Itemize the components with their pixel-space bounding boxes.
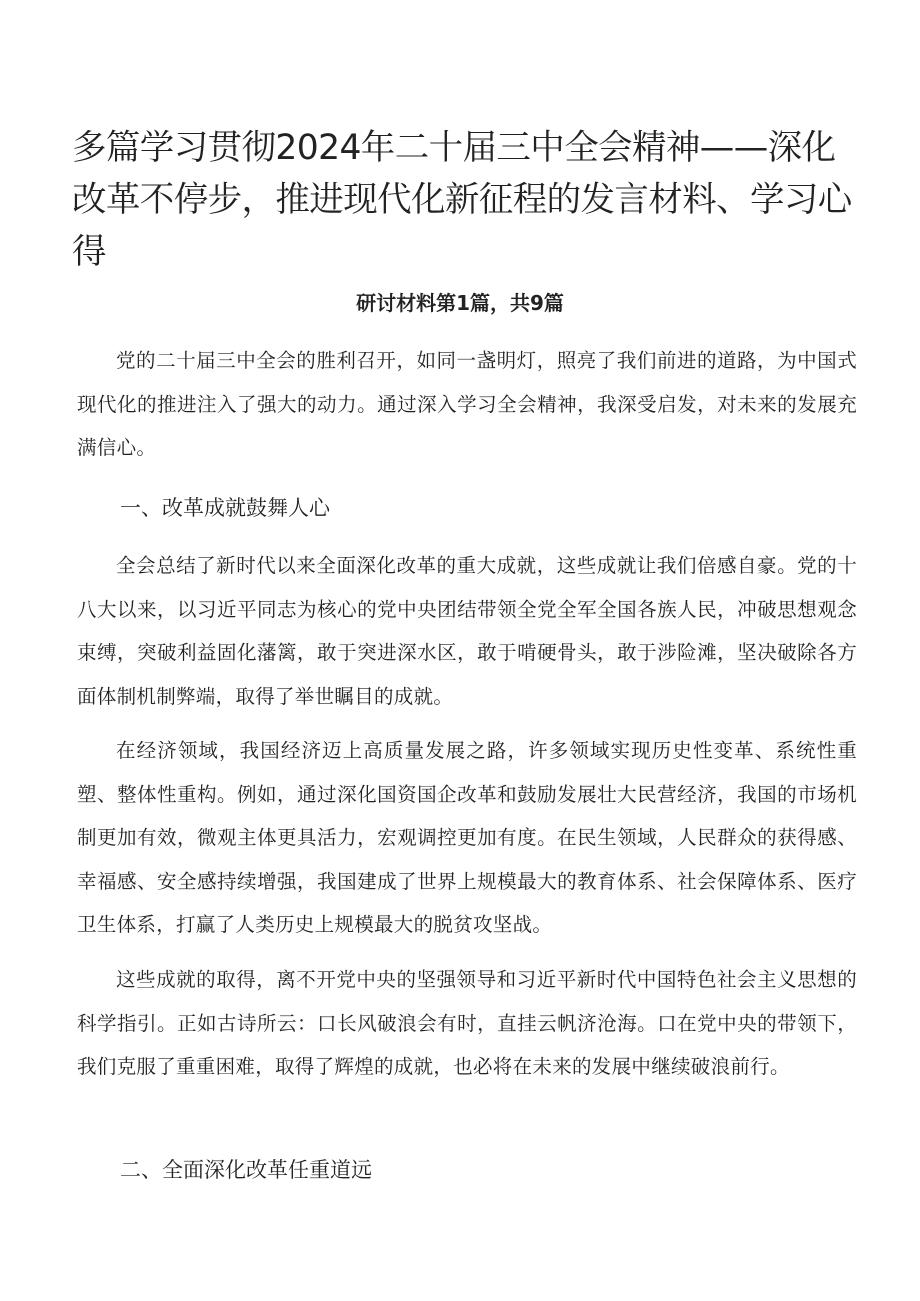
paragraph-intro: 党的二十届三中全会的胜利召开，如同一盏明灯，照亮了我们前进的道路，为中国式现代化的推进注入了强大的动力。通过深入学习全会精神，我深受启发，对未来的发展充满信心。 — [77, 349, 857, 459]
section-heading-1: 一、改革成就鼓舞人心 — [120, 496, 330, 520]
document-subtitle: 研讨材料第1篇，共9篇 — [356, 291, 564, 315]
paragraph-leadership: 这些成就的取得，离不开党中央的坚强领导和习近平新时代中国特色社会主义思想的科学指引。正如古诗所云：口长风破浪会有时，直挂云帆济沧海。口在党中央的带领下，我们克服了重重困难，取得了辉煌的成就，也必将在未来的发展中继续破浪前行。 — [77, 968, 857, 1078]
paragraph-reform-achievements: 全会总结了新时代以来全面深化改革的重大成就，这些成就让我们倍感自豪。党的十八大以来，以习近平同志为核心的党中央团结带领全党全军全国各族人民，冲破思想观念束缚，突破利益固化藩篱，敢于突进深水区，敢于啃硬骨头，敢于涉险滩，坚决破除各方面体制机制弊端，取得了举世瞩目的成就。 — [77, 554, 857, 708]
document-title: 多篇学习贯彻2024年二十届三中全会精神——深化改革不停步，推进现代化新征程的发言材料、学习心得 — [72, 128, 852, 272]
paragraph-economic-field: 在经济领域，我国经济迈上高质量发展之路，许多领域实现历史性变革、系统性重塑、整体性重构。例如，通过深化国资国企改革和鼓励发展壮大民营经济，我国的市场机制更加有效，微观主体更具活力，宏观调控更加有度。在民生领域，人民群众的获得感、幸福感、安全感持续增强，我国建成了世界上规模最大的教育体系、社会保障体系、医疗卫生体系，打赢了人类历史上规模最大的脱贫攻坚战。 — [77, 739, 857, 936]
section-heading-2: 二、全面深化改革任重道远 — [120, 1158, 372, 1182]
